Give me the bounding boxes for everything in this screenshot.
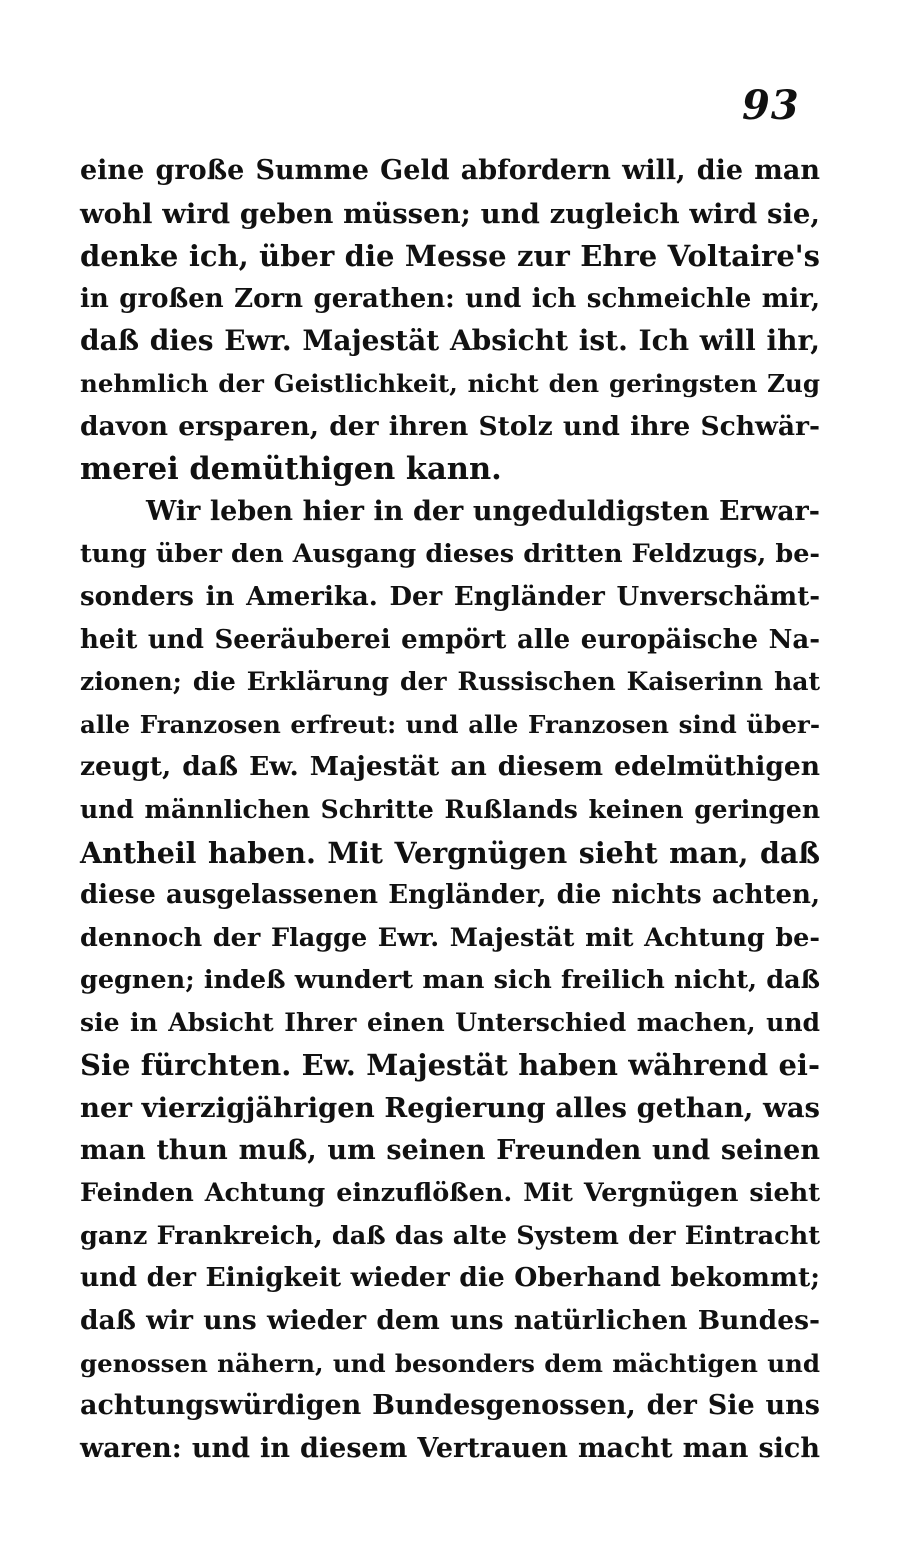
text-line: heit und Seeräuberei empört alle europäische Na- <box>80 624 820 655</box>
text-line: dennoch der Flagge Ewr. Majestät mit Achtung be- <box>80 922 820 953</box>
text-line: sie in Absicht Ihrer einen Unterschied machen, und <box>80 1007 820 1037</box>
text-line: Wir leben hier in der ungeduldigsten Erwar- <box>146 495 820 527</box>
body-text <box>80 150 820 1470</box>
text-line: ner vierzigjährigen Regierung alles gethan, was <box>80 1092 820 1125</box>
text-line: genossen nähern, und besonders dem mächtigen und <box>80 1348 820 1378</box>
text-line: zeugt, daß Ew. Majestät an diesem edelmüthigen <box>80 751 820 783</box>
text-line: davon ersparen, der ihren Stolz und ihre Schwär- <box>80 410 820 442</box>
text-line: wohl wird geben müssen; und zugleich wird sie, <box>80 197 820 230</box>
text-line: eine große Summe Geld abfordern will, die man <box>80 155 820 186</box>
text-line: nehmlich der Geistlichkeit, nicht den geringsten Zug <box>80 368 820 398</box>
text-line: sonders in Amerika. Der Engländer Unverschämt- <box>80 581 820 612</box>
text-line: daß wir uns wieder dem uns natürlichen Bundes- <box>80 1305 820 1337</box>
text-line: waren: und in diesem Vertrauen macht man sich <box>80 1432 820 1464</box>
text-line: in großen Zorn gerathen: und ich schmeichle mir, <box>80 283 820 314</box>
text-line: alle Franzosen erfreut: und alle Franzosen sind über- <box>80 709 820 739</box>
text-line: ganz Frankreich, daß das alte System der Eintracht <box>80 1220 820 1251</box>
text-line: diese ausgelassenen Engländer, die nichts achten, <box>80 880 820 911</box>
text-line: daß dies Ewr. Majestät Absicht ist. Ich will ihr, <box>80 324 820 358</box>
text-line: Feinden Achtung einzuflößen. Mit Vergnügen sieht <box>80 1178 820 1209</box>
text-line: merei demüthigen kann. <box>80 451 502 488</box>
paragraph-1 <box>80 150 820 491</box>
paragraph-2 <box>80 491 820 1471</box>
text-line: man thun muß, um seinen Freunden und seinen <box>80 1134 820 1166</box>
text-line: gegnen; indeß wundert man sich freilich nicht, daß <box>80 965 820 996</box>
text-line: tung über den Ausgang dieses dritten Feldzugs, be- <box>80 539 820 570</box>
text-line: und männlichen Schritte Rußlands keinen geringen <box>80 794 820 824</box>
text-line: zionen; die Erklärung der Russischen Kaiserinn hat <box>80 667 820 697</box>
text-line: denke ich, über die Messe zur Ehre Voltaire's <box>80 239 820 274</box>
text-line: Antheil haben. Mit Vergnügen sieht man, daß <box>80 835 820 870</box>
page-number: 93 <box>742 82 800 129</box>
text-line: achtungswürdigen Bundesgenossen, der Sie uns <box>80 1390 820 1422</box>
text-line: Sie fürchten. Ew. Majestät haben während ei- <box>80 1048 820 1083</box>
text-line: und der Einigkeit wieder die Oberhand bekommt; <box>80 1262 820 1294</box>
